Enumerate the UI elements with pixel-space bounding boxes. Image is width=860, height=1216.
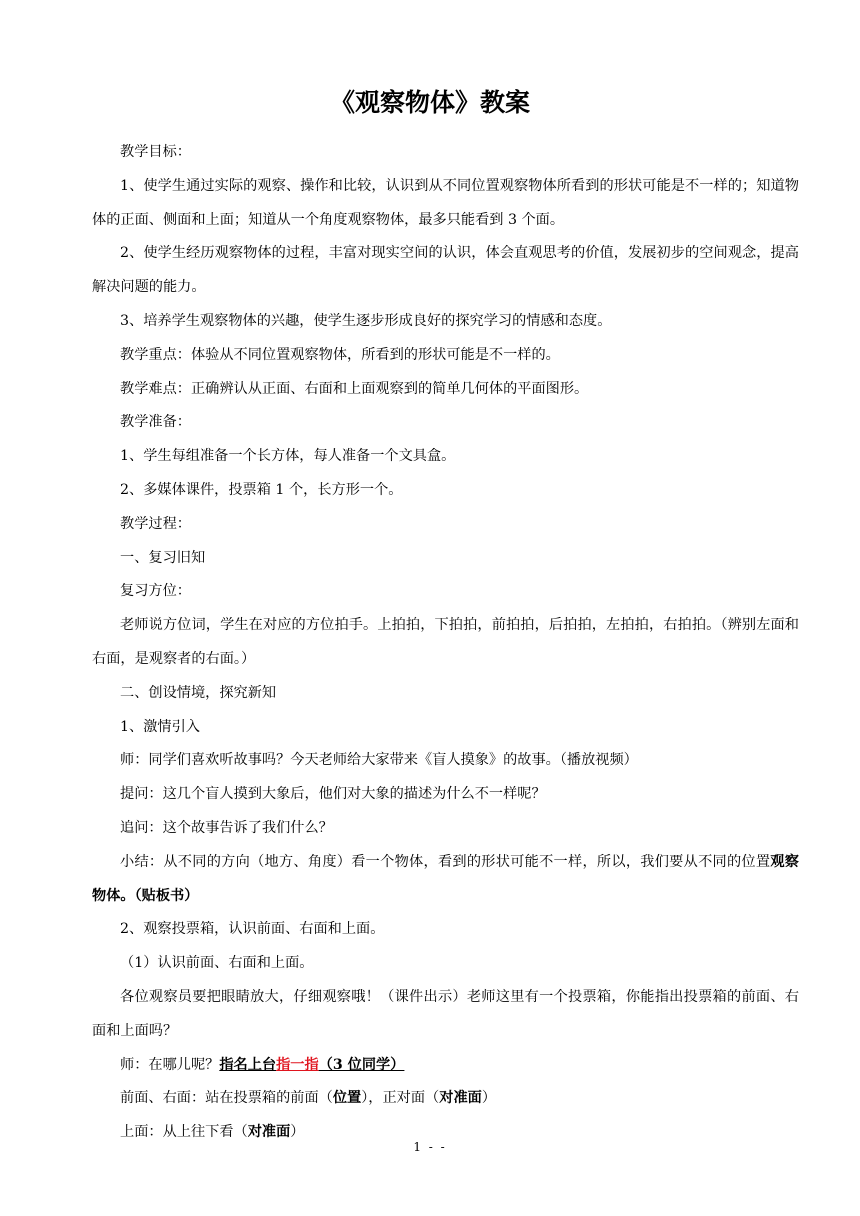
paragraph: 一、复习旧知 <box>120 549 206 566</box>
paragraph: 提问：这几个盲人摸到大象后，他们对大象的描述为什么不一样呢？ <box>120 786 546 803</box>
summary-text: 小结：从不同的方向（地方、角度）看一个物体，看到的形状可能不一样，所以，我们要从不同的位置 <box>120 853 771 870</box>
paragraph: 师：同学们喜欢听故事吗？今天老师给大家带来《盲人摸象》的故事。（播放视频） <box>120 752 638 769</box>
paragraph: 老师说方位词，学生在对应的方位拍手。上拍拍，下拍拍，前拍拍，后拍拍，左拍拍，右拍拍。（辨别左面和右面，是观察者的右面。） <box>92 617 799 667</box>
text: 前面、右面：站在投票箱的前面（ <box>120 1090 333 1107</box>
paragraph: 教学准备： <box>120 414 191 431</box>
paragraph: 2、使学生经历观察物体的过程，丰富对现实空间的认识，体会直观思考的价值，发展初步的空间观念，提高解决问题的能力。 <box>92 245 799 296</box>
bold-text: 位置 <box>332 1090 362 1107</box>
document-body <box>92 136 799 1150</box>
paragraph: （1）认识前面、右面和上面。 <box>120 955 314 972</box>
paragraph: 二、创设情境，探究新知 <box>120 684 277 701</box>
instruction-text: 指名上台 <box>219 1056 277 1073</box>
paragraph: 复习方位： <box>120 583 191 600</box>
paragraph: 教学难点：正确辨认从正面、右面和上面观察到的简单几何体的平面图形。 <box>120 380 589 397</box>
paragraph: 追问：这个故事告诉了我们什么？ <box>120 819 333 836</box>
paragraph: 1、使学生通过实际的观察、操作和比较，认识到从不同位置观察物体所看到的形状可能是不一样的；知道物体的正面、侧面和上面；知道从一个角度观察物体，最多只能看到 3 个面。 <box>92 177 799 228</box>
paragraph: 教学过程： <box>120 515 191 532</box>
text: ） <box>481 1090 497 1107</box>
page-number: 1 - - <box>413 1140 447 1154</box>
paragraph: 教学重点：体验从不同位置观察物体，所看到的形状可能是不一样的。 <box>120 346 560 363</box>
paragraph: 2、观察投票箱，认识前面、右面和上面。 <box>120 921 385 938</box>
paragraph <box>92 1049 799 1083</box>
text: 上面：从上往下看（ <box>120 1124 248 1141</box>
bold-text: 对准面 <box>247 1124 291 1141</box>
summary-bold-text: 。（贴板书） <box>120 887 199 904</box>
paragraph: 2、多媒体课件，投票箱 1 个，长方形一个。 <box>120 481 403 498</box>
paragraph: 1、激情引入 <box>120 718 200 735</box>
bold-text: 对准面 <box>439 1090 482 1107</box>
page-title: 《观察物体》教案 <box>329 88 530 117</box>
paragraph <box>92 846 799 914</box>
summary-bold-text: 观察物体 <box>92 853 799 904</box>
instruction-red-text: 指一指 <box>276 1056 319 1073</box>
paragraph: 各位观察员要把眼睛放大，仔细观察哦！（课件出示）老师这里有一个投票箱，你能指出投票箱的前面、右面和上面吗？ <box>92 988 799 1039</box>
text: ） <box>290 1124 305 1141</box>
teacher-text: 师：在哪儿呢？ <box>120 1056 220 1073</box>
instruction-text: （3 位同学） <box>318 1056 405 1073</box>
paragraph: 教学目标： <box>120 144 191 160</box>
paragraph <box>92 1082 799 1116</box>
paragraph: 1、学生每组准备一个长方体，每人准备一个文具盒。 <box>120 448 456 465</box>
text: ），正对面（ <box>361 1090 440 1107</box>
paragraph: 3、培养学生观察物体的兴趣，使学生逐步形成良好的探究学习的情感和态度。 <box>120 312 612 329</box>
